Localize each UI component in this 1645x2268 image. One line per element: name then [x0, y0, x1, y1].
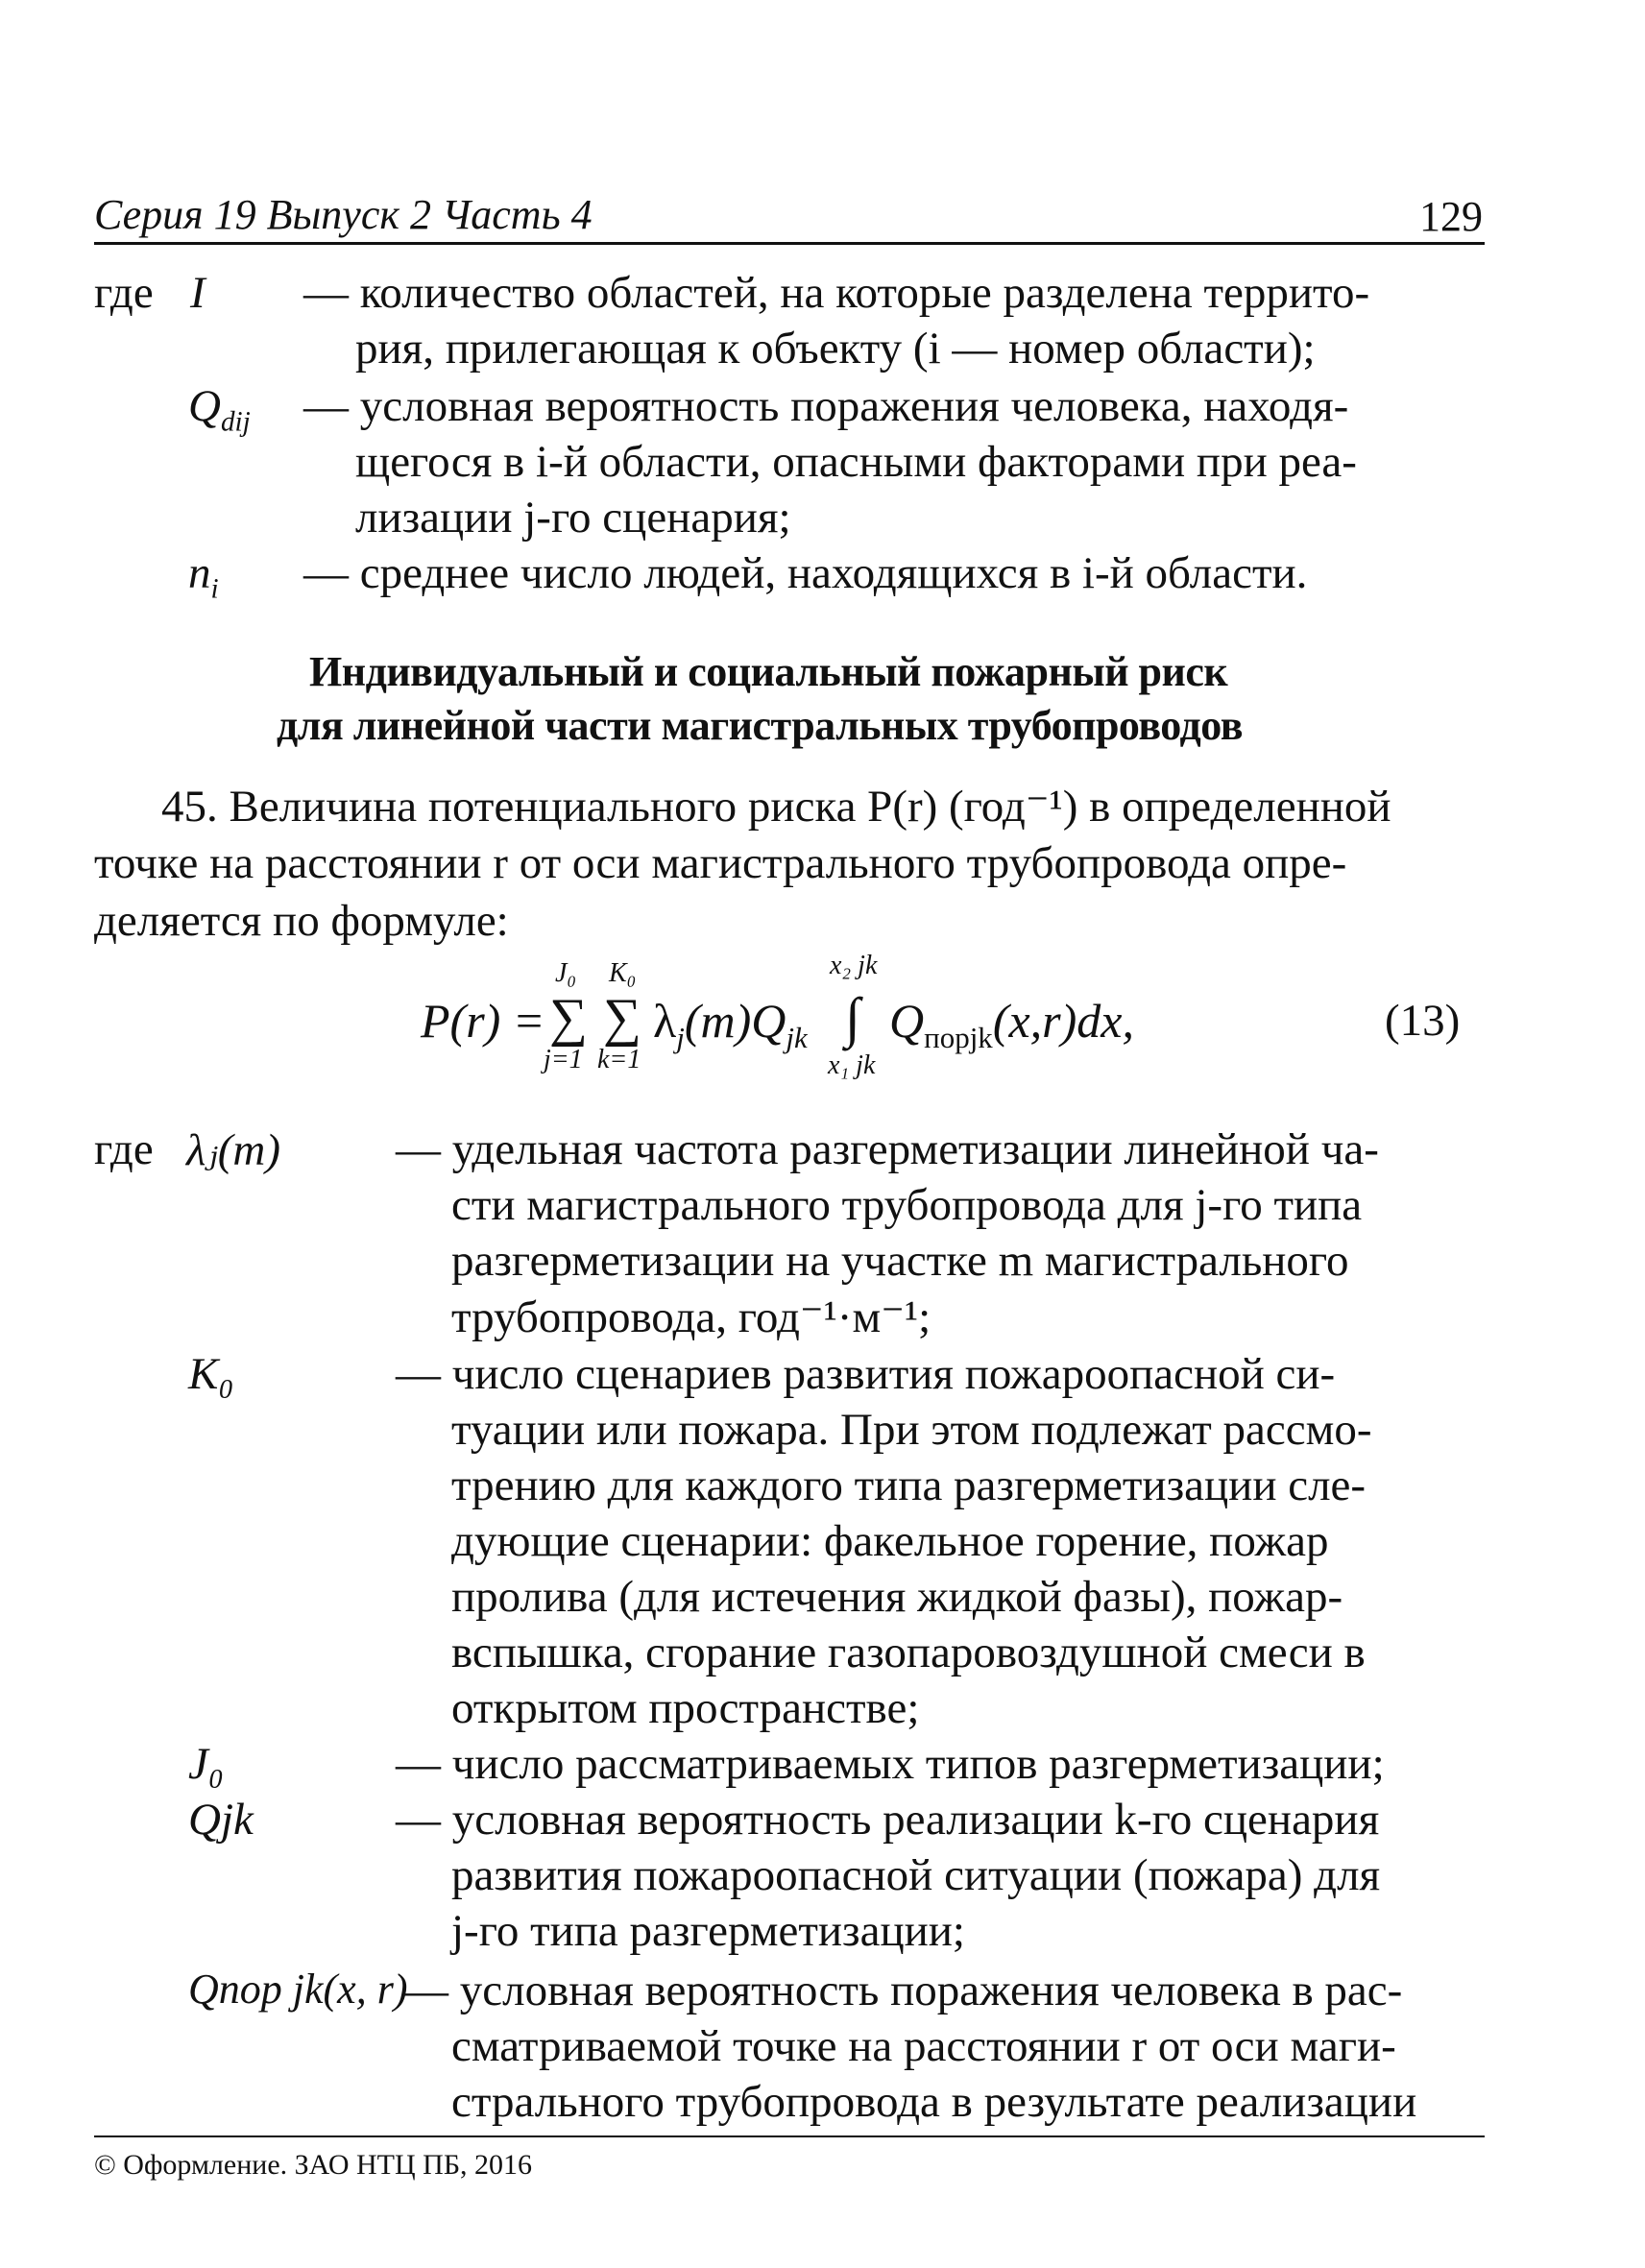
symbol-I: I	[190, 268, 206, 318]
footer-copyright: © Оформление. ЗАО НТЦ ПБ, 2016	[94, 2149, 533, 2181]
para45-line-2: точке на расстоянии r от оси магистрального трубопровода опре-	[94, 838, 1347, 888]
def-Qjk-line-2: развития пожароопасной ситуации (пожара) для	[451, 1850, 1381, 1900]
def-K0-line-2: туации или пожара. При этом подлежат рассмо-	[451, 1405, 1372, 1455]
def-lambda-line-2: сти магистрального трубопровода для j-го типа	[451, 1180, 1363, 1230]
def-ni-line-1: — среднее число людей, находящихся в i-й области.	[303, 548, 1308, 598]
integral-upper: x₂ jk	[830, 951, 878, 980]
formula-number: (13)	[1385, 996, 1461, 1046]
def-J0-line-1: — число рассматриваемых типов разгерметизации;	[396, 1739, 1385, 1789]
def-Qpor-line-3: стрального трубопровода в результате реализации	[451, 2077, 1417, 2127]
sum2-upper: K₀	[609, 958, 637, 988]
integral-sign: ∫	[845, 986, 860, 1049]
para45-line-3: деляется по формуле:	[94, 896, 509, 946]
formula-body-2: $Q_{порjk}(x,r)dx$,	[889, 994, 1134, 1054]
sum1-sign: ∑	[549, 988, 588, 1048]
def-lambda-line-3: разгерметизации на участке m магистрального	[451, 1236, 1349, 1286]
symbol-K0: K₀	[188, 1349, 234, 1399]
def-Qpor-line-1: — условная вероятность поражения человека в рас-	[403, 1966, 1403, 2015]
symbol-Qdij: $Q_{dij}$	[188, 381, 251, 438]
where-label-2: где	[94, 1124, 154, 1174]
def-K0-line-3: трению для каждого типа разгерметизации сле-	[451, 1460, 1367, 1510]
sum2-sign: ∑	[603, 988, 641, 1048]
def-K0-line-4: дующие сценарии: факельное горение, пожар	[451, 1516, 1329, 1566]
formula-lhs: P(r) =	[421, 994, 545, 1048]
def-Qpor-line-2: сматриваемой точке на расстоянии r от оси маги-	[451, 2021, 1396, 2071]
page-number: 129	[1419, 193, 1483, 240]
def-Qjk-line-1: — условная вероятность реализации k-го сценария	[396, 1795, 1380, 1845]
footer-rule	[94, 2135, 1485, 2137]
def-K0-line-5: пролива (для истечения жидкой фазы), пожар-	[451, 1572, 1343, 1622]
header-rule	[94, 242, 1485, 245]
symbol-Qpor: Qпор jk(x, r)	[188, 1966, 408, 2013]
symbol-J0: J₀	[188, 1739, 225, 1789]
symbol-Qjk: Qjk	[188, 1795, 254, 1845]
running-header: Серия 19 Выпуск 2 Часть 4	[94, 191, 593, 238]
def-Qjk-line-3: j-го типа разгерметизации;	[451, 1906, 965, 1956]
sum1-lower: j=1	[544, 1045, 583, 1074]
symbol-lambda: λⱼ(m)	[186, 1125, 281, 1175]
para45-line-1: 45. Величина потенциального риска P(r) (год⁻¹) в определенной	[161, 782, 1391, 832]
def-Qdij-line-1: — условная вероятность поражения человека, находя-	[303, 381, 1349, 431]
section-heading-line-1: Индивидуальный и социальный пожарный риск	[309, 648, 1228, 695]
section-heading-line-2: для линейной части магистральных трубопроводов	[277, 702, 1243, 749]
def-I-line-1: — количество областей, на которые разделена террито-	[303, 268, 1370, 318]
def-K0-line-6: вспышка, сгорание газопаровоздушной смеси в	[451, 1628, 1366, 1677]
integral-lower: x₁ jk	[828, 1050, 876, 1080]
def-lambda-line-1: — удельная частота разгерметизации линейной ча-	[396, 1124, 1379, 1174]
symbol-ni: $n_i$	[188, 548, 219, 605]
where-label: где	[94, 268, 154, 318]
sum1-upper: J₀	[555, 958, 577, 988]
def-lambda-line-4: трубопровода, год⁻¹·м⁻¹;	[451, 1292, 931, 1342]
def-I-line-2: рия, прилегающая к объекту (i — номер области);	[355, 324, 1316, 374]
def-K0-line-1: — число сценариев развития пожароопасной си-	[396, 1349, 1336, 1399]
def-Qdij-line-2: щегося в i-й области, опасными факторами при реа-	[355, 437, 1357, 487]
def-Qdij-line-3: лизации j-го сценария;	[355, 493, 791, 543]
def-K0-line-7: открытом пространстве;	[451, 1683, 920, 1733]
sum2-lower: k=1	[597, 1045, 641, 1074]
formula-body-1: $\lambda_j(m)Q_{jk}$	[653, 994, 808, 1054]
